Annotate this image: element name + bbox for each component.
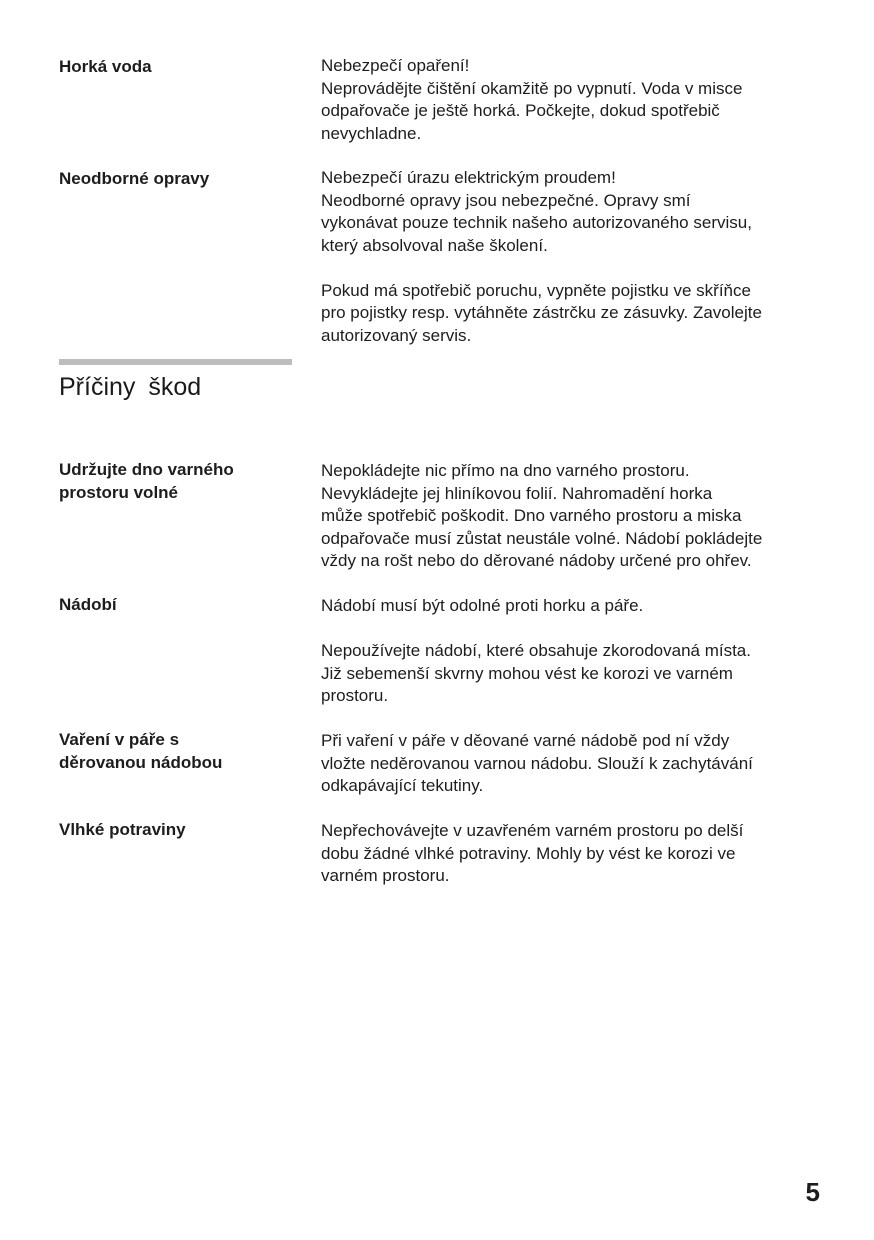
entry-label: Vlhké potraviny	[59, 820, 186, 839]
entry-paragraph: Pokud má spotřebič poruchu, vypněte pojistku ve skříňce pro pojistky resp. vytáhněte zástrčku ze zásuvky. Zavolejte autorizovaný servis.	[321, 280, 762, 345]
entry-label: Nádobí	[59, 595, 117, 614]
entry-label: Udržujte dno varného prostoru volné	[59, 460, 234, 502]
entry-label: Neodborné opravy	[59, 169, 210, 188]
entry-text	[321, 595, 821, 708]
entry-label: Vaření v páře s děrovanou nádobou	[59, 730, 223, 772]
entry-label: Horká voda	[59, 57, 152, 76]
entry-text	[321, 820, 821, 888]
entry-paragraph: Nepoužívejte nádobí, které obsahuje zkorodovaná místa. Již sebemenší skvrny mohou vést ke korozi ve varném prostoru.	[321, 641, 751, 705]
section-title: Příčiny škod	[59, 373, 202, 401]
entry-paragraph: Nebezpečí úrazu elektrickým proudem! Neodborné opravy jsou nebezpečné. Opravy smí vykonávat pouze technik našeho autorizovaného servisu, který absolvoval naše školení.	[321, 168, 752, 255]
entry-paragraph: Nebezpečí opaření! Neprovádějte čištění okamžitě po vypnutí. Voda v misce odpařovače je ještě horká. Počkejte, dokud spotřebič nevychladne.	[321, 56, 743, 143]
entry-paragraph: Nepokládejte nic přímo na dno varného prostoru. Nevykládejte jej hliníkovou folií. Nahromadění horka může spotřebič poškodit. Dno varného prostoru a miska odpařovače musí zůstat neustále volné. Nádobí pokládejte vždy na rošt nebo do děrované nádoby určené pro ohřev.	[321, 461, 763, 570]
entry-paragraph: Nepřechovávejte v uzavřeném varném prostoru po delší dobu žádné vlhké potraviny. Mohly by vést ke korozi ve varném prostoru.	[321, 821, 744, 885]
page-number: 5	[805, 1177, 820, 1207]
entry-text	[321, 730, 821, 798]
entry-text	[321, 167, 821, 347]
entry-paragraph: Při vaření v páře v děované varné nádobě pod ní vždy vložte neděrovanou varnou nádobu. Slouží k zachytávání odkapávající tekutiny.	[321, 731, 753, 795]
entry-text	[321, 55, 821, 145]
section-divider	[59, 359, 292, 365]
entry-text	[321, 460, 821, 573]
entry-paragraph: Nádobí musí být odolné proti horku a páře.	[321, 596, 644, 615]
